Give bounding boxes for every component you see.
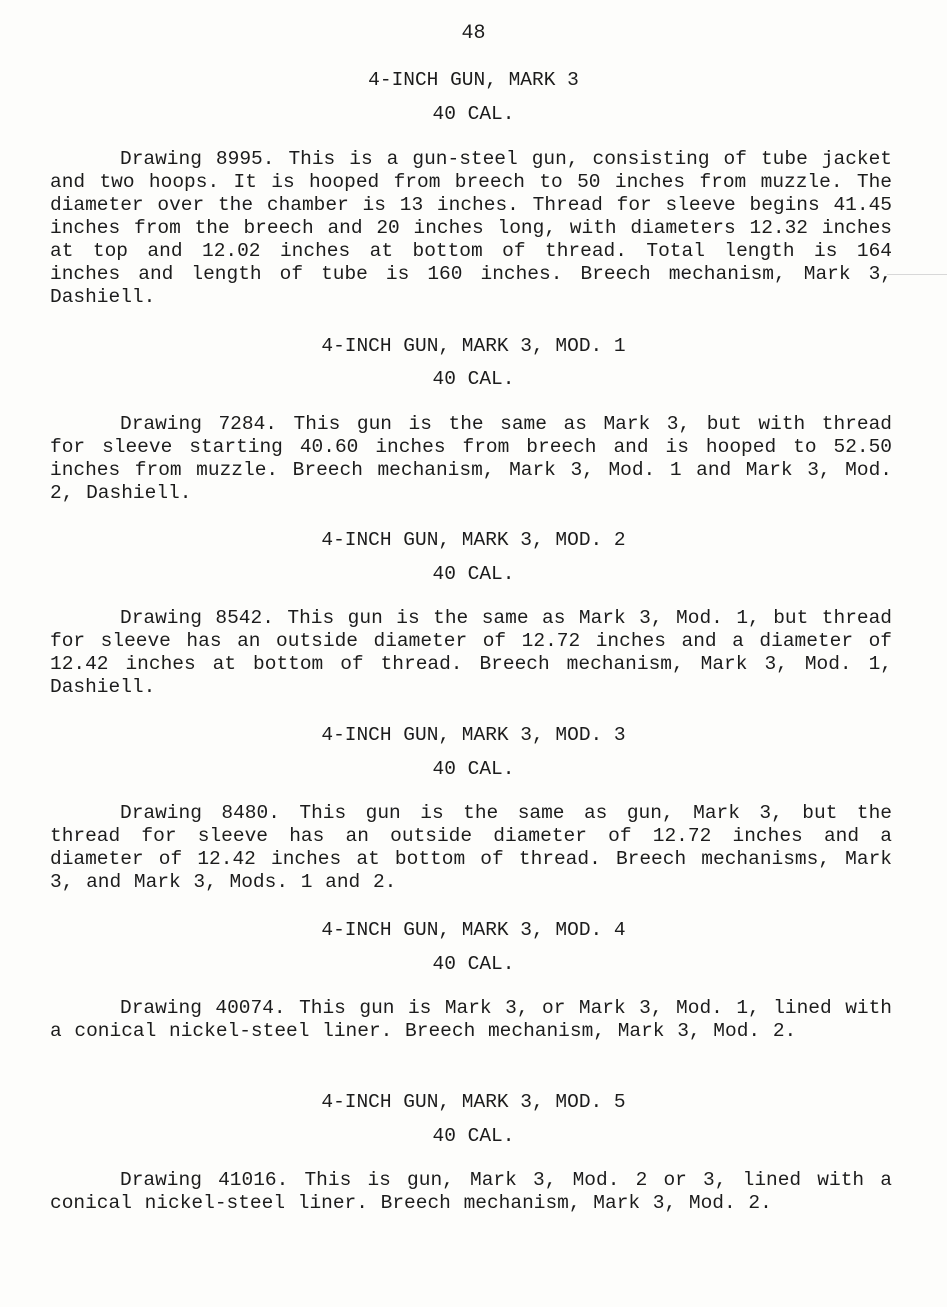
section-paragraph: Drawing 8995. This is a gun-steel gun, consisting of tube jacket and two hoops. It is hooped from breech to 50 inches from muzzle. The diameter over the chamber is 13 inches. Thread for sleeve begins 41.45 inches from the breech and 20 inches long, with diameters 12.32 inches at top and 12.02 inches at bottom of thread. Total length is 164 inches and length of tube is 160 inches. Breech mechanism, Mark 3, Dashiell. bbox=[50, 148, 892, 308]
section-heading: 4-INCH GUN, MARK 3, MOD. 4 bbox=[321, 919, 626, 941]
section-heading: 4-INCH GUN, MARK 3 bbox=[368, 69, 579, 91]
page-number: 48 bbox=[461, 22, 486, 45]
section-caliber: 40 CAL. bbox=[432, 103, 515, 125]
section-caliber: 40 CAL. bbox=[432, 953, 515, 975]
section-heading: 4-INCH GUN, MARK 3, MOD. 2 bbox=[321, 529, 626, 551]
section-heading: 4-INCH GUN, MARK 3, MOD. 1 bbox=[321, 335, 626, 357]
section-paragraph: Drawing 40074. This gun is Mark 3, or Mark 3, Mod. 1, lined with a conical nickel-steel liner. Breech mechanism, Mark 3, Mod. 2. bbox=[50, 997, 892, 1042]
section-caliber: 40 CAL. bbox=[432, 1125, 515, 1147]
section-caliber: 40 CAL. bbox=[432, 563, 515, 585]
section-caliber: 40 CAL. bbox=[432, 758, 515, 780]
section-paragraph: Drawing 8480. This gun is the same as gun, Mark 3, but the thread for sleeve has an outside diameter of 12.72 inches and a diameter of 12.42 inches at bottom of thread. Breech mechanisms, Mark 3, and Mark 3, Mods. 1 and 2. bbox=[50, 802, 892, 893]
section-heading: 4-INCH GUN, MARK 3, MOD. 3 bbox=[321, 724, 626, 746]
section-paragraph: Drawing 41016. This is gun, Mark 3, Mod. 2 or 3, lined with a conical nickel-steel liner. Breech mechanism, Mark 3, Mod. 2. bbox=[50, 1169, 892, 1214]
section-paragraph: Drawing 8542. This gun is the same as Mark 3, Mod. 1, but thread for sleeve has an outside diameter of 12.72 inches and a diameter of 12.42 inches at bottom of thread. Breech mechanism, Mark 3, Mod. 1, Dashiell. bbox=[50, 607, 892, 698]
scan-edge-line bbox=[887, 274, 947, 275]
section-heading: 4-INCH GUN, MARK 3, MOD. 5 bbox=[321, 1091, 626, 1113]
section-paragraph: Drawing 7284. This gun is the same as Mark 3, but with thread for sleeve starting 40.60 inches from breech and is hooped to 52.50 inches from muzzle. Breech mechanism, Mark 3, Mod. 1 and Mark 3, Mod. 2, Dashiell. bbox=[50, 413, 892, 504]
section-caliber: 40 CAL. bbox=[432, 368, 515, 390]
